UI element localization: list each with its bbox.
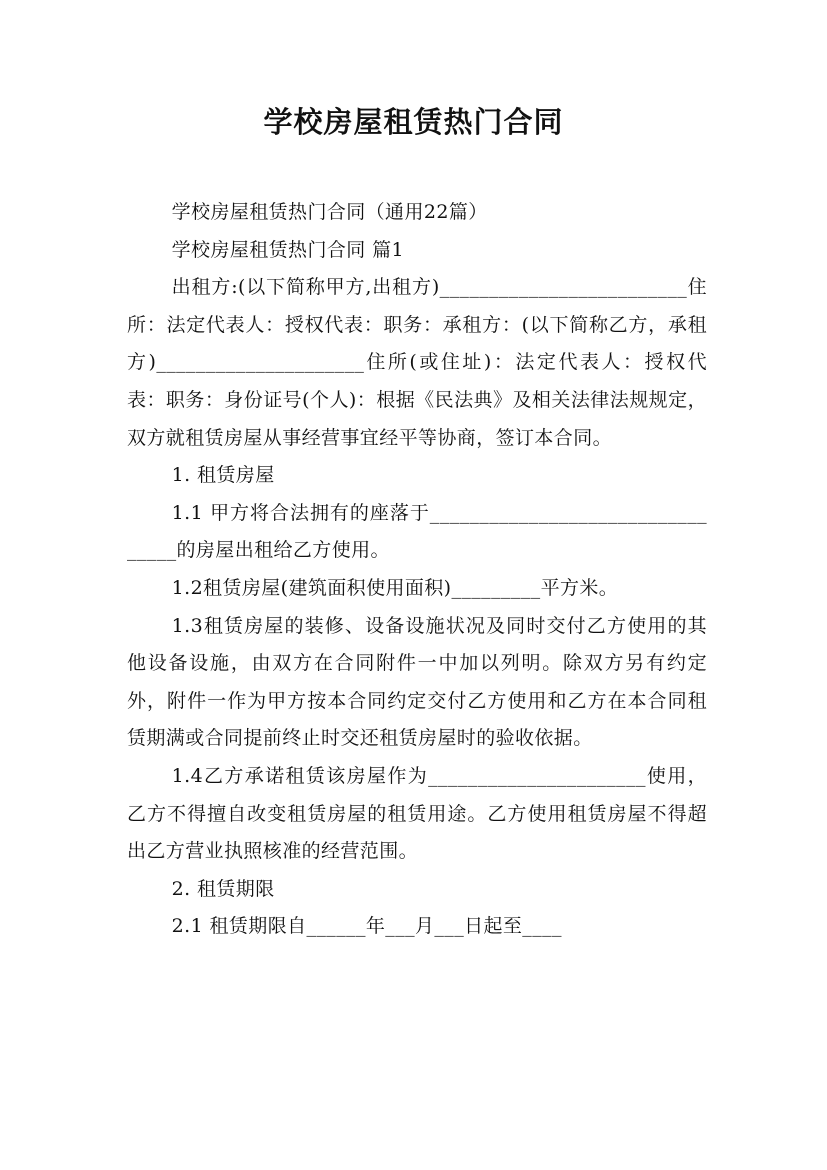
paragraph-parties: 出租方:(以下简称甲方,出租方)_________________________住所：法定代表人：授权代表：职务：承租方：(以下简称乙方，承租方)_____________________住所(或住址)：法定代表人：授权代表：职务：身份证号(个人)：根据《民法典》及相关法律法规规定，双方就租赁房屋从事经营事宜经平等协商，签订本合同。 — [127, 276, 707, 449]
clause-2-1: 2.1 租赁期限自______年___月___日起至____ — [171, 915, 562, 938]
clause-1-4: 1.4乙方承诺租赁该房屋作为______________________使用，乙方不得擅自改变租赁房屋的租赁用途。乙方使用租赁房屋不得超出乙方营业执照核准的经营范围。 — [127, 764, 707, 863]
clause-1-3: 1.3租赁房屋的装修、设备设施状况及同时交付乙方使用的其他设备设施，由双方在合同附件一中加以列明。除双方另有约定外，附件一作为甲方按本合同约定交付乙方使用和乙方在本合同租赁期满或合同提前终止时交还租赁房屋时的验收依据。 — [127, 614, 707, 750]
section-heading-1: 1. 租赁房屋 — [171, 464, 275, 487]
clause-1-1: 1.1 甲方将合法拥有的座落于_________________________________的房屋出租给乙方使用。 — [127, 501, 707, 562]
document-title: 学校房屋租赁热门合同 — [263, 105, 564, 139]
document-body — [127, 194, 707, 946]
section-heading-2: 2. 租赁期限 — [171, 877, 275, 900]
paragraph-heading: 学校房屋租赁热门合同 篇1 — [171, 238, 404, 261]
clause-1-2: 1.2租赁房屋(建筑面积使用面积)_________平方米。 — [171, 576, 619, 599]
paragraph-subtitle: 学校房屋租赁热门合同（通用22篇） — [171, 201, 488, 223]
